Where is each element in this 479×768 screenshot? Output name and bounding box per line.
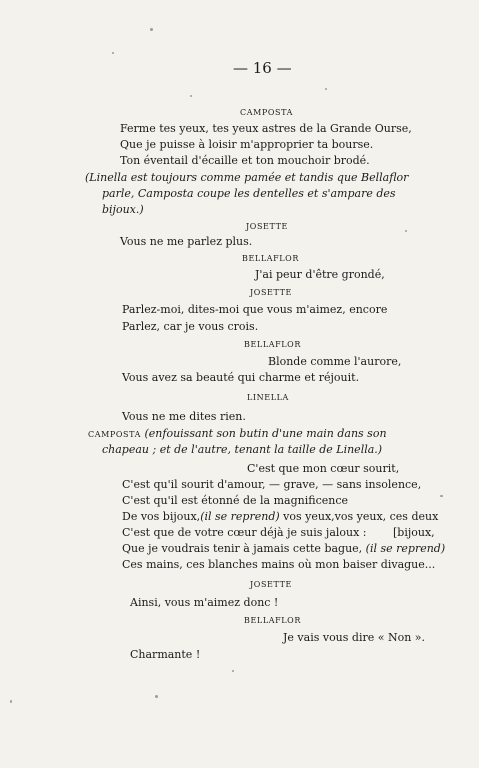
verse-line: Que je puisse à loisir m'approprier ta bourse. [120, 138, 374, 151]
verse-line: C'est que de votre cœur déjà je suis jaloux : [122, 526, 367, 539]
verse-line: J'ai peur d'être grondé, [255, 268, 385, 281]
verse-line: Je vais vous dire « Non ». [283, 631, 426, 644]
verse-text: vos yeux,vos yeux, ces deux [279, 510, 439, 523]
verse-line: Vous ne me parlez plus. [120, 235, 253, 248]
scan-speck [232, 670, 234, 672]
scan-speck [405, 230, 407, 232]
speaker-name: BELLAFLOR [242, 254, 299, 263]
scan-speck [325, 88, 327, 90]
verse-line: Ferme tes yeux, tes yeux astres de la Grande Ourse, [120, 122, 412, 135]
scan-speck [112, 52, 114, 54]
verse-line: Ainsi, vous m'aimez donc ! [130, 596, 279, 609]
page-number: — 16 — [233, 59, 292, 77]
speaker-name: JOSETTE [246, 222, 288, 231]
speaker-name: BELLAFLOR [244, 616, 301, 625]
verse-line: Blonde comme l'aurore, [268, 355, 402, 368]
scan-speck [190, 95, 192, 97]
stage-direction: (il se reprend) [200, 510, 280, 523]
verse-line: C'est que mon cœur sourit, [247, 462, 400, 475]
scan-speck [440, 495, 443, 497]
verse-line [122, 542, 445, 555]
verse-line: Parlez-moi, dites-moi que vous m'aimez, encore [122, 303, 388, 316]
verse-line: Parlez, car je vous crois. [122, 320, 259, 333]
verse-line: Charmante ! [130, 648, 201, 661]
speaker-name: JOSETTE [250, 288, 292, 297]
stage-direction: parle, Camposta coupe les dentelles et s'ampare des [102, 187, 396, 200]
stage-direction: (enfouissant son butin d'une main dans son [144, 427, 387, 440]
speaker-name: LINELLA [247, 393, 289, 402]
stage-direction: bijoux.) [102, 203, 144, 216]
verse-text: De vos bijoux, [122, 510, 201, 523]
scan-speck [155, 695, 158, 698]
verse-line: C'est qu'il est étonné de la magnificence [122, 494, 349, 507]
verse-line: Ton éventail d'écaille et ton mouchoir brodé. [120, 154, 370, 167]
speaker-name: CAMPOSTA [240, 108, 293, 117]
scan-speck [10, 700, 12, 703]
scan-speck [150, 28, 153, 31]
speaker-name: BELLAFLOR [244, 340, 301, 349]
verse-line: Vous ne me dites rien. [122, 410, 246, 423]
stage-direction: (il se reprend) [365, 542, 446, 555]
verse-line: Ces mains, ces blanches mains où mon baiser divague... [122, 558, 436, 571]
stage-direction: chapeau ; et de l'autre, tenant la taille de Linella.) [102, 443, 383, 456]
stage-direction: (Linella est toujours comme pamée et tandis que Bellaflor [85, 171, 409, 184]
speaker-name: JOSETTE [250, 580, 292, 589]
verse-text: Que je voudrais tenir à jamais cette bague, [122, 542, 366, 555]
speaker-name: CAMPOSTA [88, 430, 141, 439]
verse-line: Vous avez sa beauté qui charme et réjouit. [122, 371, 360, 384]
verse-line [122, 510, 438, 523]
verse-line-overflow: [bijoux, [393, 526, 435, 539]
stage-direction-line [88, 427, 387, 441]
verse-line: C'est qu'il sourit d'amour, — grave, — sans insolence, [122, 478, 422, 491]
